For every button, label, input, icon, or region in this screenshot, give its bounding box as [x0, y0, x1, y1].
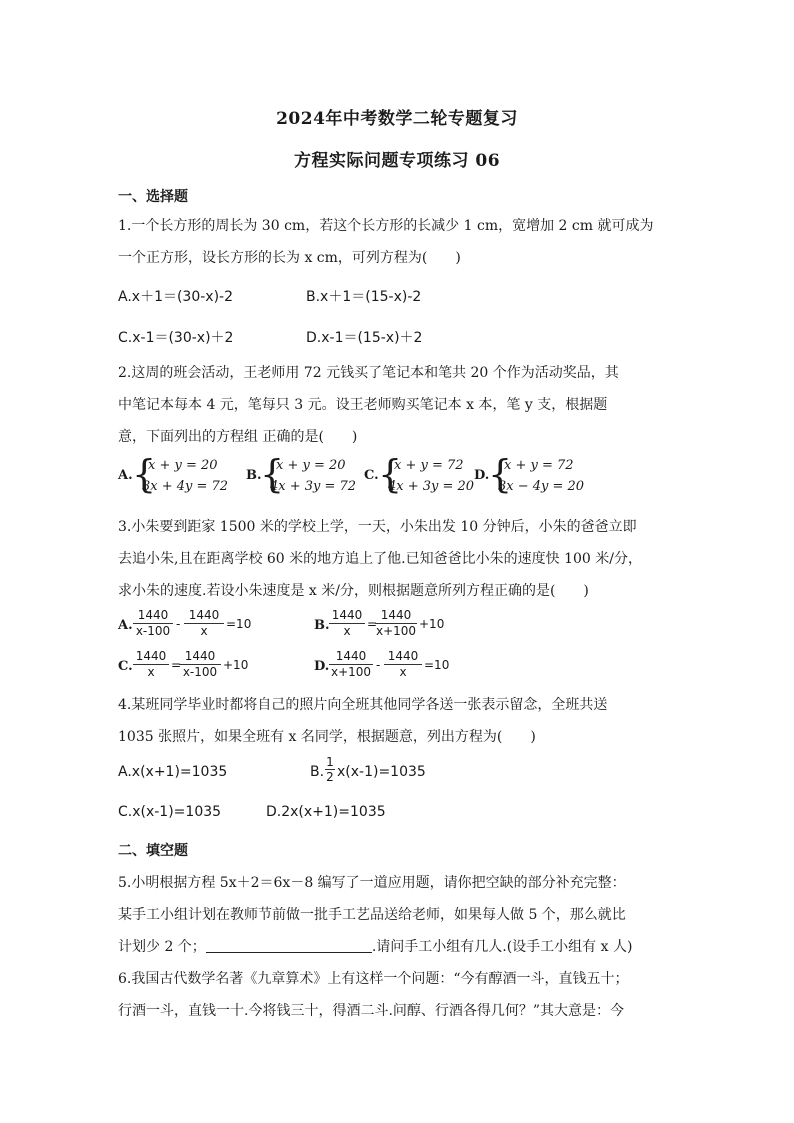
equation: x + y = 72: [394, 458, 464, 473]
q2-option-b: [246, 452, 364, 498]
section-heading-fill: 二、填空题: [118, 843, 188, 859]
equation-tail: =10: [226, 617, 252, 631]
option-label: D.: [474, 468, 490, 483]
q3-line-3: 求小朱的速度.若设小朱速度是 x 米/分，则根据题意所列方程正确的是( ): [118, 583, 589, 599]
q2-option-d: [474, 452, 592, 498]
document-title: 2024年中考数学二轮专题复习: [276, 109, 518, 129]
answer-blank[interactable]: [206, 938, 372, 953]
q3-line-2: 去追小朱,且在距离学校 60 米的地方追上了他.已知爸爸比小朱的速度快 100 米/分，: [118, 551, 642, 567]
section-heading-choice: 一、选择题: [118, 189, 188, 205]
option-label: C.: [364, 468, 379, 483]
document-subtitle: 方程实际问题专项练习 06: [293, 151, 501, 171]
operator: -: [376, 658, 381, 672]
q5-text-after-blank: .请问手工小组有几人.(设手工小组有 x 人): [371, 939, 633, 955]
q6-line-2: 行酒一斗，直钱一十.今将钱三十，得酒二斗.问醇、行酒各得几何？”其大意是：今: [118, 1003, 625, 1019]
q5-line-1: 5.小明根据方程 5x＋2＝6x－8 编写了一道应用题，请你把空缺的部分补充完整：: [118, 875, 626, 891]
denominator: x+100: [330, 665, 372, 679]
fraction: [325, 755, 335, 785]
numerator: 1440: [384, 649, 422, 665]
numerator: 1440: [133, 649, 169, 665]
brace-symbol: {: [132, 452, 157, 496]
option-label: D.: [314, 659, 330, 674]
equation: x + y = 72: [504, 458, 574, 473]
q3-option-b: [314, 608, 504, 644]
q1-line-2: 一个正方形，设长方形的长为 x cm，可列方程为( ): [118, 250, 461, 266]
q4-option-c: C.x(x-1)=1035: [118, 804, 222, 820]
option-label: B.: [246, 468, 262, 483]
q1-option-a: A.x＋1＝(30-x)-2: [118, 289, 234, 305]
equation-tail: +10: [419, 617, 445, 631]
q3-option-d: [314, 649, 504, 685]
q1-option-d: D.x-1＝(15-x)＋2: [306, 330, 423, 346]
q2-line-1: 2.这周的班会活动，王老师用 72 元钱买了笔记本和笔共 20 个作为活动奖品，其: [118, 365, 619, 381]
numerator: 1: [326, 755, 334, 769]
operator: =: [367, 617, 378, 631]
numerator: 1440: [329, 649, 373, 665]
denominator: x-100: [182, 665, 218, 679]
equation: 4x + 3y = 20: [388, 479, 475, 494]
denominator: x-100: [135, 624, 171, 638]
equation: 3x + 4y = 72: [142, 479, 229, 494]
denominator: x: [147, 665, 155, 679]
option-label: B.: [314, 618, 330, 633]
q5-text-before-blank: 计划少 2 个；: [118, 939, 206, 955]
q2-line-3: 意，下面列出的方程组 正确的是( ): [118, 429, 358, 445]
numerator: 1440: [179, 649, 221, 665]
equation: x + y = 20: [276, 458, 346, 473]
fraction: [179, 649, 221, 680]
option-label: C.: [118, 659, 133, 674]
option-label: A.: [118, 618, 133, 633]
denominator: x: [343, 624, 351, 638]
q3-line-1: 3.小朱要到距家 1500 米的学校上学，一天，小朱出发 10 分钟后，小朱的爸爸立即: [118, 519, 637, 535]
brace-symbol: {: [488, 452, 513, 496]
brace-symbol: {: [378, 452, 403, 496]
option-label: B.: [310, 764, 325, 780]
denominator: x: [399, 665, 407, 679]
equation-rest: x(x-1)=1035: [337, 764, 426, 780]
numerator: 1440: [133, 608, 173, 624]
fraction: [329, 649, 373, 680]
equation: 4x + 3y = 72: [270, 479, 357, 494]
equation-tail: +10: [223, 658, 249, 672]
numerator: 1440: [329, 608, 365, 624]
q3-option-c: [118, 649, 308, 685]
q5-line-3: [118, 936, 632, 956]
q6-line-1: 6.我国古代数学名著《九章算术》上有这样一个问题：“今有醇酒一斗，直钱五十；: [118, 971, 629, 987]
denominator: x+100: [375, 624, 417, 638]
q2-option-a: [118, 452, 236, 498]
q1-line-1: 1.一个长方形的周长为 30 cm，若这个长方形的长减少 1 cm，宽增加 2 cm 就可成为: [118, 218, 654, 234]
denominator: x: [200, 624, 208, 638]
option-label: A.: [118, 468, 133, 483]
equation: x + y = 20: [148, 458, 218, 473]
fraction: [133, 608, 173, 639]
operator: =: [171, 658, 182, 672]
equation: 3x − 4y = 20: [498, 479, 585, 494]
numerator: 1440: [184, 608, 224, 624]
fraction: [133, 649, 169, 680]
fraction: [184, 608, 224, 639]
fraction: [329, 608, 365, 639]
q4-line-1: 4.某班同学毕业时都将自己的照片向全班其他同学各送一张表示留念，全班共送: [118, 697, 608, 713]
q4-line-2: 1035 张照片，如果全班有 x 名同学，根据题意，列出方程为( ): [118, 729, 536, 745]
q3-option-a: [118, 608, 308, 644]
equation-tail: =10: [424, 658, 450, 672]
q5-line-2: 某手工小组计划在教师节前做一批手工艺品送给老师，如果每人做 5 个，那么就比: [118, 907, 626, 923]
q1-option-c: C.x-1＝(30-x)＋2: [118, 330, 234, 346]
q2-option-c: [364, 452, 482, 498]
fraction: [384, 649, 422, 680]
fraction: [375, 608, 417, 639]
numerator: 1440: [375, 608, 417, 624]
q1-option-b: B.x＋1＝(15-x)-2: [306, 289, 422, 305]
q2-line-2: 中笔记本每本 4 元，笔每只 3 元。设王老师购买笔记本 x 本，笔 y 支，根据题: [118, 397, 608, 413]
q4-option-a: A.x(x+1)=1035: [118, 764, 228, 780]
brace-symbol: {: [260, 452, 285, 496]
q4-option-d: D.2x(x+1)=1035: [266, 804, 386, 820]
operator: -: [176, 617, 181, 631]
denominator: 2: [326, 770, 334, 784]
